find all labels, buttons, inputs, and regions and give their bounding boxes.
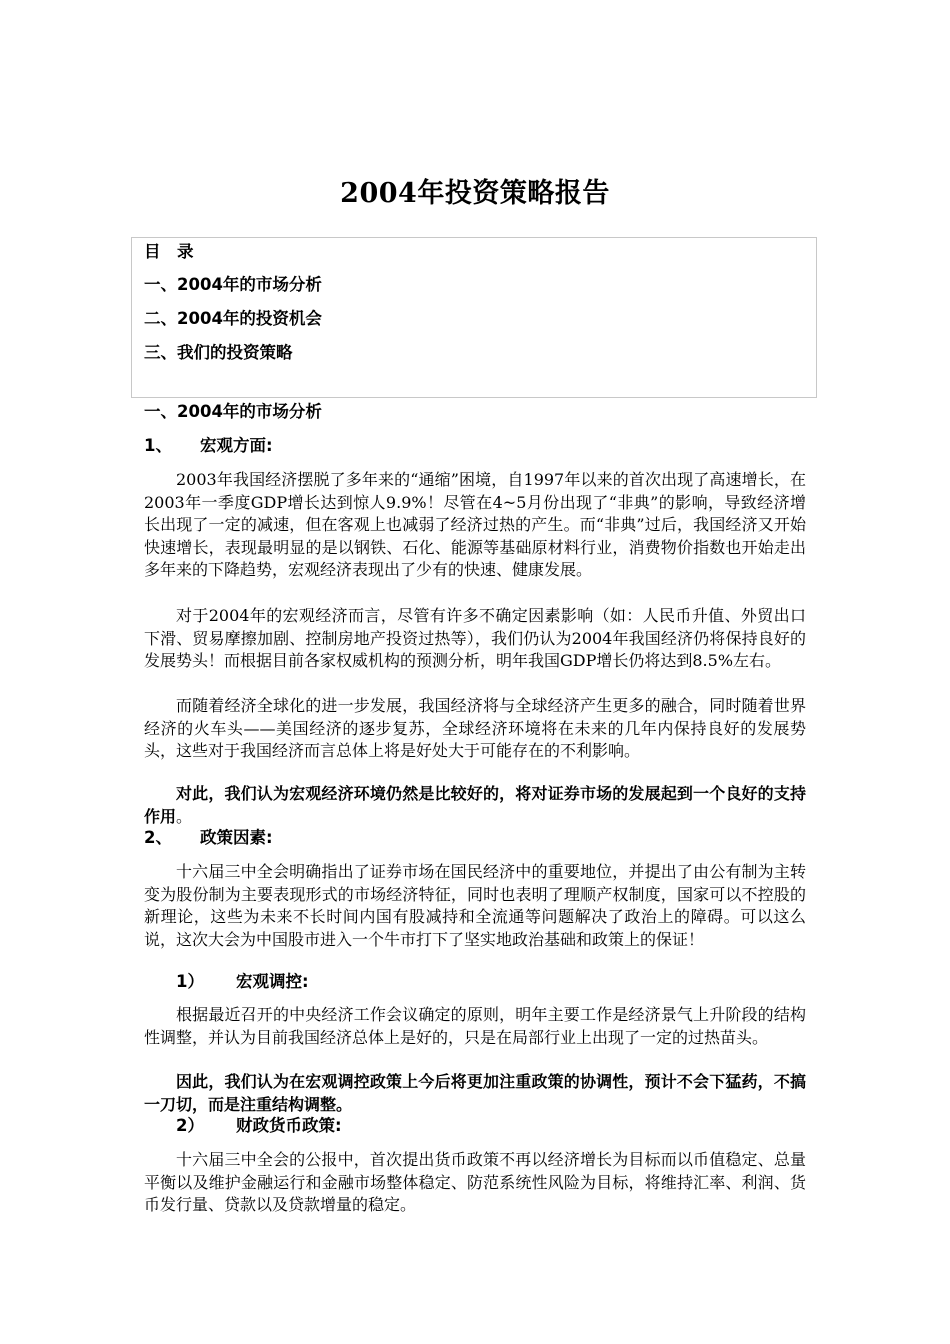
sub-heading-number: 1） <box>176 972 204 991</box>
fiscal-monetary-paragraph: 十六届三中全会的公报中，首次提出货币政策不再以经济增长为目标而以币值稳定、总量平衡以及维护金融运行和金融市场整体稳定、防范系统性风险为目标，将维持汇率、利润、货币发行量、贷款以及贷款增量的稳定。 <box>144 1150 806 1214</box>
toc-item-market-analysis: 一、2004年的市场分析 <box>144 275 322 294</box>
toc-item-investment-strategy: 三、我们的投资策略 <box>144 343 293 362</box>
sub-heading-number: 2） <box>176 1116 204 1135</box>
sub-heading-fiscal-monetary <box>176 1114 342 1138</box>
subsection-number: 2、 <box>144 828 172 847</box>
macro-control-paragraph: 根据最近召开的中央经济工作会议确定的原则，明年主要工作是经济景气上升阶段的结构性调整，并认为目前我国经济总体上是好的，只是在局部行业上出现了一定的过热苗头。 <box>144 1005 806 1047</box>
subsection-heading-macro <box>144 434 273 458</box>
macro-conclusion-text: 对此，我们认为宏观经济环境仍然是比较好的，将对证券市场的发展起到一个良好的支持作用 <box>144 784 806 826</box>
macro-conclusion-end: 。 <box>176 806 193 826</box>
subsection-title: 宏观方面: <box>200 436 273 455</box>
sub-heading-title: 宏观调控: <box>236 972 309 991</box>
toc-item-investment-opportunities: 二、2004年的投资机会 <box>144 309 322 328</box>
subsection-heading-policy <box>144 826 273 850</box>
macro-paragraph-3: 而随着经济全球化的进一步发展，我国经济将与全球经济产生更多的融合，同时随着世界经济的火车头——美国经济的逐步复苏，全球经济环境将在未来的几年内保持良好的发展势头，这些对于我国经济而言总体上将是好处大于可能存在的不利影响。 <box>144 696 806 760</box>
subsection-number: 1、 <box>144 436 172 455</box>
macro-paragraph-2: 对于2004年的宏观经济而言，尽管有许多不确定因素影响（如：人民币升值、外贸出口下滑、贸易摩擦加剧、控制房地产投资过热等），我们仍认为2004年我国经济仍将保持良好的发展势头！而根据目前各家权威机构的预测分析，明年我国GDP增长仍将达到8.5%左右。 <box>144 606 806 670</box>
macro-conclusion <box>144 783 806 828</box>
macro-control-conclusion: 因此，我们认为在宏观调控政策上今后将更加注重政策的协调性，预计不会下猛药，不搞一刀切，而是注重结构调整。 <box>144 1072 806 1114</box>
subsection-title: 政策因素: <box>200 828 273 847</box>
policy-paragraph: 十六届三中全会明确指出了证券市场在国民经济中的重要地位，并提出了由公有制为主转变为股份制为主要表现形式的市场经济特征，同时也表明了理顺产权制度，国家可以不控股的新理论，这些为未来不长时间内国有股减持和全流通等问题解决了政治上的障碍。可以这么说，这次大会为中国股市进入一个牛市打下了坚实地政治基础和政策上的保证！ <box>144 862 806 949</box>
page-title: 2004年投资策略报告 <box>340 178 610 209</box>
toc-heading: 目 录 <box>144 242 194 261</box>
section-heading-market-analysis: 一、2004年的市场分析 <box>144 402 322 421</box>
sub-heading-macro-control <box>176 970 309 994</box>
sub-heading-title: 财政货币政策: <box>236 1116 342 1135</box>
macro-paragraph-1: 2003年我国经济摆脱了多年来的“通缩”困境，自1997年以来的首次出现了高速增长，在2003年一季度GDP增长达到惊人9.9%！尽管在4~5月份出现了“非典”的影响，导致经济增长出现了一定的减速，但在客观上也减弱了经济过热的产生。而“非典”过后，我国经济又开始快速增长，表现最明显的是以钢铁、石化、能源等基础原材料行业，消费物价指数也开始走出多年来的下降趋势，宏观经济表现出了少有的快速、健康发展。 <box>144 470 806 579</box>
